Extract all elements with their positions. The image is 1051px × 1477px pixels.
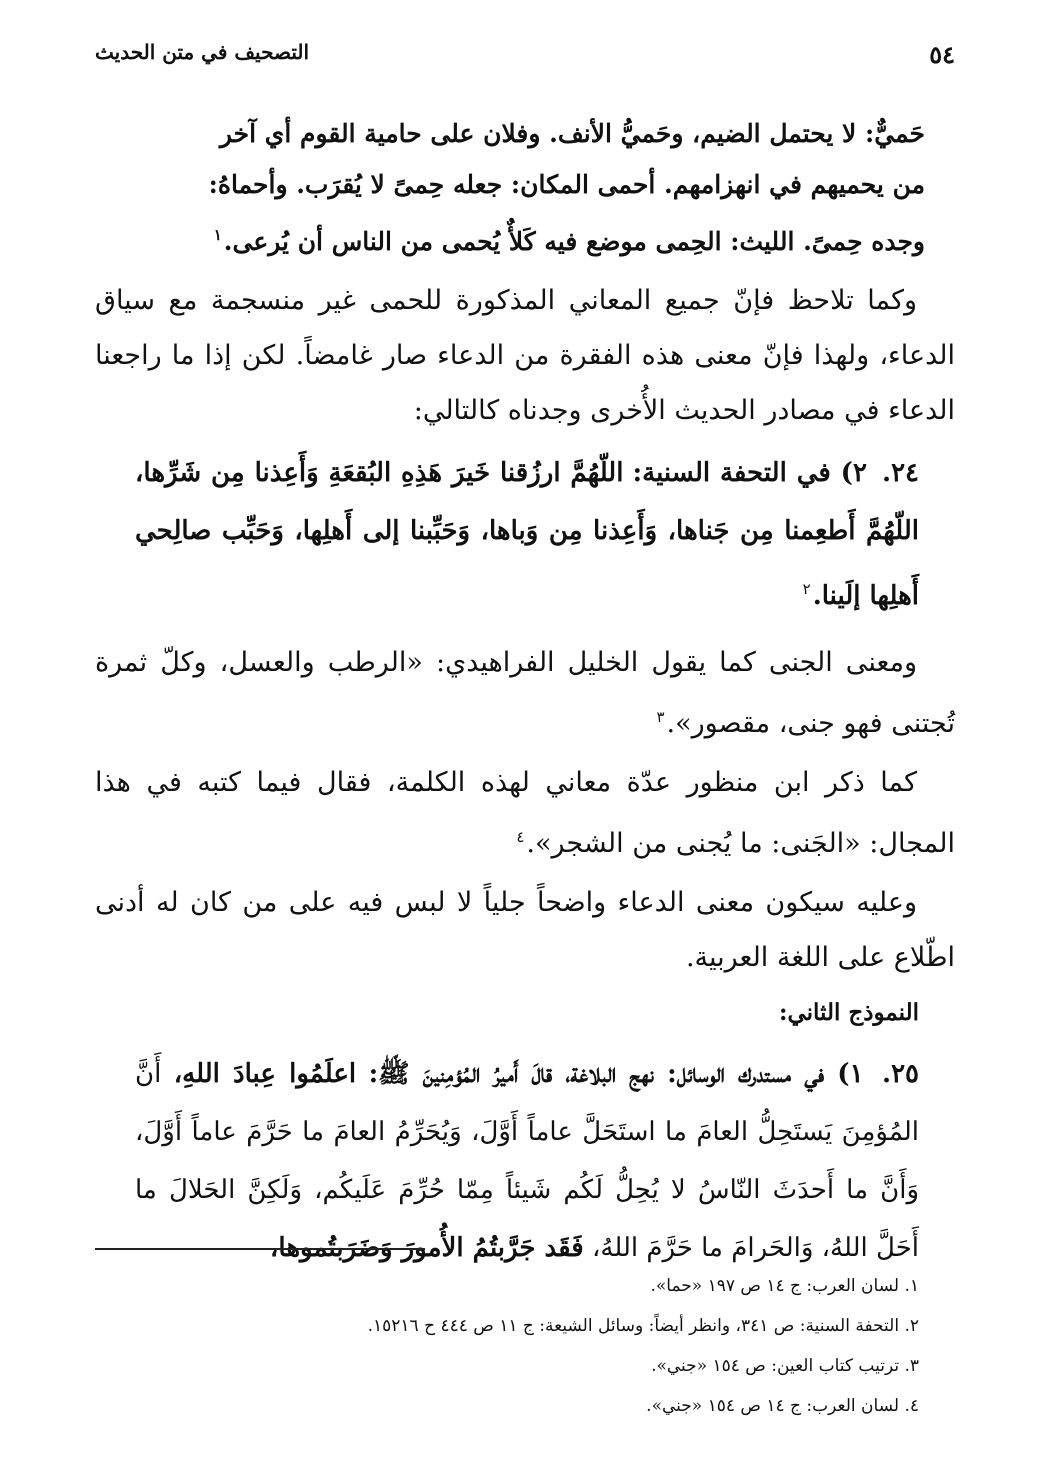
footnote: ١. لسان العرب: ج ١٤ ص ١٩٧ «حما». xyxy=(650,1276,919,1296)
item-text-start: اعلَمُوا عِبادَ اللهِ، xyxy=(173,1059,357,1089)
footnote-marker: ٤ xyxy=(516,828,525,846)
quote-line: من يحميهم في انهزامهم. أحمى المكان: جعله حِمىً لا يُقرَب. وأحماهُ: xyxy=(208,170,925,199)
item-text-end: فَقَد جَرَّبتُمُ الأُمورَ وَضَرَبتُموها، xyxy=(270,1233,584,1263)
paragraph-text: كما ذكر ابن منظور عدّة معاني لهذه الكلمة، فقال فيما كتبه في هذا المجال: «الجَنى: ما يُجنى من الشجر». xyxy=(95,767,955,859)
item-text: أَنَّ المُؤمِنَ يَستَحِلُّ العامَ ما استَحَلَّ عاماً أَوَّلَ، وَيُحَرِّمُ العامَ ما حَرَّمَ عاماً أَوَّلَ، وَأَنَّ ما أَحدَثَ النّاسُ لا يُحِلُّ لَكُم شَيئاً مِمّا حُرِّمَ عَلَيكُم، وَلَكِنَّ الحَلالَ ما أَحَلَّ اللهُ، وَالحَرامَ ما حَرَّمَ اللهُ، xyxy=(135,1059,919,1263)
paragraph xyxy=(95,755,955,871)
hadith-item-25 xyxy=(135,1045,919,1277)
paragraph xyxy=(95,273,955,438)
dictionary-quote xyxy=(135,108,925,267)
paragraph-text: وعليه سيكون معنى الدعاء واضحاً جلياً لا لبس فيه على من كان له أدنى اطّلاع على اللغة العربية. xyxy=(95,887,955,973)
running-title: التصحيف في متن الحديث xyxy=(95,40,310,64)
paragraph-text: ومعنى الجنى كما يقول الخليل الفراهيدي: «الرطب والعسل، وكلّ ثمرة تُجتنى فهو جنى، مقصور». xyxy=(95,647,955,739)
item-source: ٢) في التحفة السنية: xyxy=(632,458,867,488)
footnote-marker: ٣ xyxy=(656,708,665,726)
footnote-marker: ١ xyxy=(213,226,222,244)
item-number: ٢٤. xyxy=(882,458,919,488)
footnote: ٤. لسان العرب: ج ١٤ ص ١٥٤ «جني». xyxy=(646,1396,919,1416)
quote-line-text: وجده حِمىً. الليث: الحِمى موضع فيه كَلأٌ يُحمى من الناس أن يُرعى. xyxy=(223,227,925,256)
item-number: ٢٥. xyxy=(882,1059,919,1089)
footnote-separator xyxy=(95,1248,425,1250)
footnotes xyxy=(95,1266,955,1426)
quote-line: حَميٌّ: لا يحتمل الضيم، وحَميُّ الأنف. وفلان على حامية القوم أي آخر xyxy=(219,119,925,148)
paragraph xyxy=(95,635,955,751)
page-header xyxy=(95,30,955,70)
page-body xyxy=(95,108,955,1287)
item-text: اللّهُمَّ ارزُقنا خَيرَ هَذِهِ البُقعَةِ وَأَعِذنا مِن شَرِّها، اللّهُمَّ أَطعِمنا مِن جَناها، وَأَعِذنا مِن وَباها، وَحَبِّبنا إلى أَهلِها، وَحَبِّب صالِحي أَهلِها إلَينا. xyxy=(135,458,919,611)
paragraph-text: وكما تلاحظ فإنّ جميع المعاني المذكورة للحمى غير منسجمة مع سياق الدعاء، ولهذا فإنّ معنى هذه الفقرة من الدعاء صار غامضاً. لكن إذا ما راجعنا الدعاء في مصادر الحديث الأُخرى وجدناه كالتالي: xyxy=(95,285,955,426)
quote-line xyxy=(135,210,925,267)
footnote: ٢. التحفة السنية: ص ٣٤١، وانظر أيضاً: وسائل الشيعة: ج ١١ ص ٤٤٤ ح ١٥٢١٦. xyxy=(367,1316,919,1336)
section-subheading: النموذج الثاني: xyxy=(778,999,919,1026)
hadith-item-24 xyxy=(135,444,919,625)
page-number: ٥٤ xyxy=(929,40,955,69)
footnote: ٣. ترتيب كتاب العين: ص ١٥٤ «جني». xyxy=(651,1356,919,1376)
book-page xyxy=(95,30,955,1450)
item-source: ١) في مستدرك الوسائل: نهج البلاغة، قالَ أَميرُ المُؤمِنينَ ﷺ: xyxy=(368,1059,864,1089)
paragraph xyxy=(95,875,955,985)
footnote-marker: ٢ xyxy=(802,580,811,598)
